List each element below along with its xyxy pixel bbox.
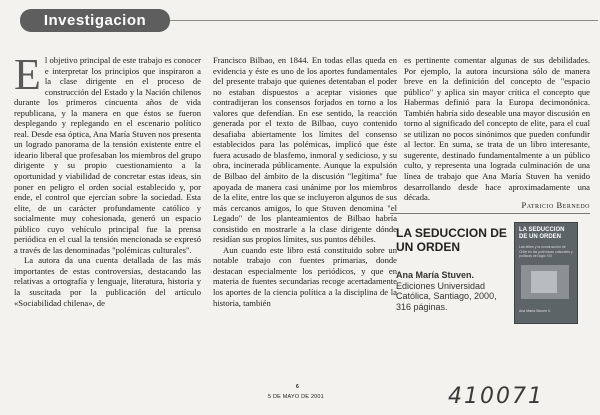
- section-header: [20, 9, 170, 32]
- paragraph: La autora da una cuenta detallada de las más importantes de estas controversias, destacando las relativas a ortografía y lenguaje, literatura, historia y la suscitada por la publicación del artículo «Sociabilidad chilena», de: [14, 255, 201, 308]
- book-info-box: [390, 213, 590, 364]
- paragraph: Aun cuando este libro está constituido sobre un notable trabajo con fuentes primarias, donde destacan especialmente los periódicos, y que en materia de fuentes secundarias recoge acertadamente los aportes de la ciencia política a la disciplina de la historia, también: [213, 244, 397, 308]
- drop-cap: E: [14, 50, 41, 99]
- book-cover-image: [514, 222, 578, 324]
- cover-subtitle: Las elites y la construcción de Chile en las polémicas culturales y políticas del siglo XIX: [519, 245, 573, 258]
- article-column-1: [14, 50, 201, 380]
- section-label: Investigacion: [43, 12, 147, 29]
- book-title: LA SEDUCCION DE UN ORDEN: [396, 226, 507, 254]
- page-number: 6: [296, 384, 299, 390]
- book-author: Ana María Stuven.: [396, 270, 475, 280]
- paragraph: Francisco Bilbao, en 1844. En todas ellas queda en evidencia y éste es uno de los aportes fundamentales del presente trabajo que quienes detentaban el poder no estaban dispuestos a aceptar visiones que contradijeran los consensos forjados en torno a los valores que defendían. En ese sentido, la reacción generada por el texto de Bilbao, cuyo contenido desafiaba abiertamente los límites del consenso establecidos para las polémicas, implicó que éste fuera acusado de blasfemo, inmoral y sedicioso, y su obra, incinerada públicamente. Aunque la expulsión de Bilbao del ámbito de la discusión "legítima" fue apoyada de manera casi unánime por los miembros de la elite, entre los que se incluyeron algunos de sus más cercanos amigos, lo que Stuven denomina "el Legado" de los planteamientos de Bilbao habría consistido en mostrarle a la clase dirigente dónde residían sus propios límites, sus puntos débiles.: [213, 55, 397, 245]
- book-publication: Ediciones Universidad Católica, Santiago, 2000, 316 páginas.: [396, 280, 497, 312]
- cover-author: Ana María Stuven V.: [519, 309, 551, 313]
- header-rule: [170, 20, 598, 21]
- book-details: [396, 270, 508, 312]
- paragraph: es pertinente comentar algunas de sus debilidades. Por ejemplo, la autora incursiona sólo de manera breve en la definición del concepto de "espacio público" y aplica sin mayor crítica el concepto que Habermas definió para la Europa decimonónica. También habría sido deseable una mayor discusión en torno al significado del concepto de elite, para el cual se utilizan no pocos sinónimos que pueden confundir al lector. En suma, se trata de un libro interesante, sugerente, destinado fundamentalmente a un público culto, y representa una lograda culminación de una línea de trabajo que Ana María Stuven ha venido desarrollando desde hace aproximadamente una década.: [404, 55, 590, 203]
- handwritten-number: 410071: [448, 384, 544, 409]
- paragraph: l objetivo principal de este trabajo es conocer e interpretar los principios que inspiraron a la clase dirigente en el proceso de construcción del Estado y la Nación chilenos durante los primeros cincuenta años de vida republicana, y la manera en que éstos se fueron desplegando y replegando en el escenario político real. Desde esa óptica, Ana María Stuven nos presenta un logrado panorama de la tensión existente entre el ideario liberal que profesaban los miembros del grupo dirigente y su propio cuestionamiento a la oportunidad y viabilidad de concretar estas ideas, sin poner en peligro el orden social establecido y, por ende, el control que ejercían sobre la sociedad. Esta elite, de un carácter profundamente católico y socialmente muy cohesionada, generó un espacio público cuyo vehículo principal fue la prensa periódica en el cual la tensión mencionada se expresó a través de las denominadas "polémicas culturales".: [14, 55, 201, 255]
- cover-title: LA SEDUCCION DE UN ORDEN: [519, 227, 565, 240]
- article-column-2: [213, 55, 397, 355]
- cover-artwork: [521, 265, 569, 299]
- author-byline: Patricio Bernedo: [521, 200, 590, 210]
- footer-date: 5 DE MAYO DE 2001: [268, 394, 324, 400]
- article-column-3: [404, 55, 590, 203]
